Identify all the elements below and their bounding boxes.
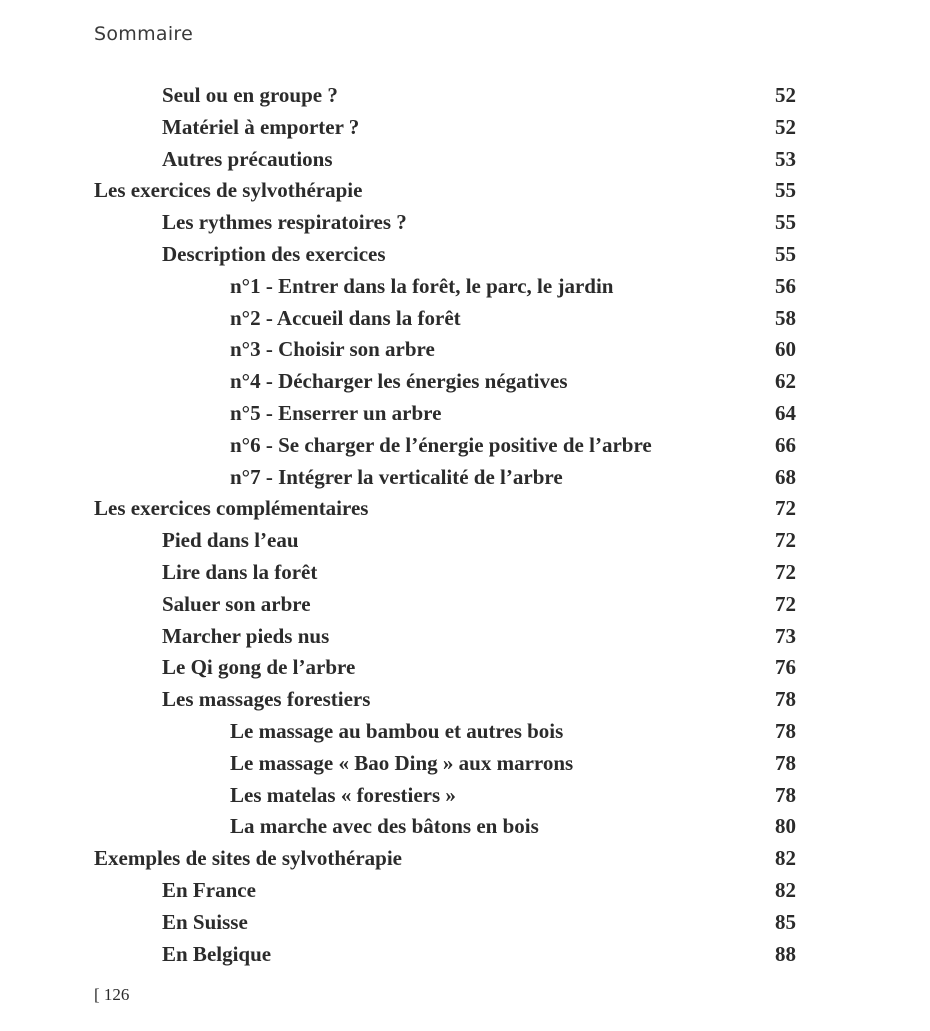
toc-entry-title: n°5 - Enserrer un arbre xyxy=(230,400,442,425)
toc-entry-page: 76 xyxy=(775,655,796,680)
toc-entry-title: Saluer son arbre xyxy=(162,591,311,616)
toc-entry-page: 82 xyxy=(775,846,796,871)
toc-entry-page: 52 xyxy=(775,114,796,139)
toc-entry-title: Pied dans l’eau xyxy=(162,528,299,553)
toc-entry-title: En France xyxy=(162,877,256,902)
toc-entry xyxy=(0,430,930,462)
toc-entry-page: 55 xyxy=(775,210,796,235)
toc-entry xyxy=(0,271,930,303)
toc-entry-page: 58 xyxy=(775,305,796,330)
toc-entry-page: 62 xyxy=(775,369,796,394)
toc-entry-page: 56 xyxy=(775,273,796,298)
toc-entry-page: 53 xyxy=(775,146,796,171)
toc-entry xyxy=(0,334,930,366)
toc-entry-page: 68 xyxy=(775,464,796,489)
toc-entry xyxy=(0,303,930,335)
toc-entry xyxy=(0,80,930,112)
toc-entry-title: n°7 - Intégrer la verticalité de l’arbre xyxy=(230,464,563,489)
toc-entry-title: Lire dans la forêt xyxy=(162,559,318,584)
toc-entry xyxy=(0,875,930,907)
toc-entry-title: Le Qi gong de l’arbre xyxy=(162,655,356,680)
toc-entry xyxy=(0,175,930,207)
toc-entry-page: 72 xyxy=(775,559,796,584)
toc-entry xyxy=(0,462,930,494)
toc-entry-title: La marche avec des bâtons en bois xyxy=(230,814,539,839)
toc-entry-page: 72 xyxy=(775,528,796,553)
toc-entry xyxy=(0,207,930,239)
page-number: [ 126 xyxy=(94,985,130,1004)
toc-entry xyxy=(0,843,930,875)
toc-entry-page: 88 xyxy=(775,941,796,966)
toc-entry xyxy=(0,748,930,780)
toc-entry-page: 55 xyxy=(775,241,796,266)
toc-entry-page: 85 xyxy=(775,909,796,934)
toc-entry-page: 64 xyxy=(775,400,796,425)
toc-entry xyxy=(0,493,930,525)
toc-entry xyxy=(0,780,930,812)
toc-entry xyxy=(0,716,930,748)
toc-entry-page: 72 xyxy=(775,496,796,521)
toc-entry-page: 78 xyxy=(775,718,796,743)
toc-entry xyxy=(0,398,930,430)
toc-entry-page: 55 xyxy=(775,178,796,203)
toc-entry-page: 52 xyxy=(775,83,796,107)
toc-entry-title: n°4 - Décharger les énergies négatives xyxy=(230,369,568,394)
toc-entry xyxy=(0,557,930,589)
toc-entry-page: 82 xyxy=(775,877,796,902)
page-header-title: Sommaire xyxy=(94,23,194,45)
toc-entry-title: n°3 - Choisir son arbre xyxy=(230,337,435,362)
toc-entry xyxy=(0,939,930,971)
toc-entry-page: 60 xyxy=(775,337,796,362)
toc-entry-title: Les massages forestiers xyxy=(162,687,371,712)
toc-entry-title: Le massage au bambou et autres bois xyxy=(230,718,564,743)
toc-entry-page: 66 xyxy=(775,432,796,457)
toc-entry-title: n°2 - Accueil dans la forêt xyxy=(230,305,461,330)
toc-entry-title: Marcher pieds nus xyxy=(162,623,330,648)
toc-entry-page: 78 xyxy=(775,750,796,775)
toc-entry xyxy=(0,621,930,653)
toc-entry-title: Matériel à emporter ? xyxy=(162,114,360,139)
toc-entry-title: Les exercices complémentaires xyxy=(94,496,369,521)
toc-entry xyxy=(0,652,930,684)
table-of-contents xyxy=(0,80,930,970)
toc-entry xyxy=(0,907,930,939)
toc-entry-title: Exemples de sites de sylvothérapie xyxy=(94,846,402,871)
toc-entry xyxy=(0,112,930,144)
toc-entry-title: Description des exercices xyxy=(162,241,386,266)
toc-entry xyxy=(0,811,930,843)
toc-entry-title: En Belgique xyxy=(162,941,272,966)
toc-entry xyxy=(0,589,930,621)
toc-entry xyxy=(0,525,930,557)
toc-entry-page: 80 xyxy=(775,814,796,839)
toc-entry-title: n°6 - Se charger de l’énergie positive de l’arbre xyxy=(230,432,652,457)
toc-entry-title: Les rythmes respiratoires ? xyxy=(162,210,407,235)
toc-entry-title: n°1 - Entrer dans la forêt, le parc, le jardin xyxy=(230,273,614,298)
toc-entry xyxy=(0,144,930,176)
toc-entry-title: Les matelas « forestiers » xyxy=(230,782,456,807)
toc-entry-page: 78 xyxy=(775,687,796,712)
toc-entry-title: Seul ou en groupe ? xyxy=(162,83,338,107)
toc-entry xyxy=(0,684,930,716)
toc-entry-page: 78 xyxy=(775,782,796,807)
toc-entry-page: 72 xyxy=(775,591,796,616)
toc-entry-page: 73 xyxy=(775,623,796,648)
toc-entry xyxy=(0,239,930,271)
toc-entry-title: Le massage « Bao Ding » aux marrons xyxy=(230,750,574,775)
toc-entry-title: Les exercices de sylvothérapie xyxy=(94,178,363,203)
toc-entry xyxy=(0,366,930,398)
toc-entry-title: En Suisse xyxy=(162,909,248,934)
toc-entry-title: Autres précautions xyxy=(162,146,333,171)
